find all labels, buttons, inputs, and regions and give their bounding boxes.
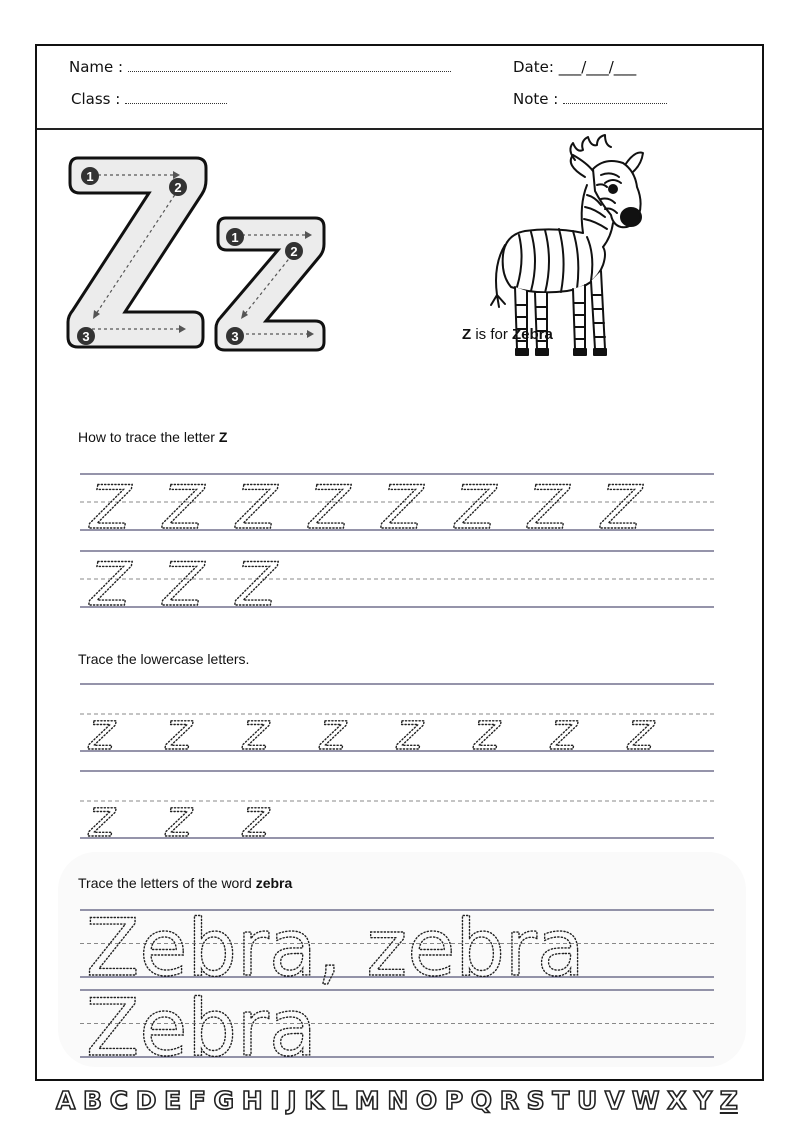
alphabet-letter-v: V	[604, 1086, 625, 1115]
trace-uppercase-z[interactable]: Z	[163, 473, 205, 543]
trace-uppercase-z[interactable]: Z	[163, 550, 205, 620]
alphabet-letter-l: L	[331, 1086, 348, 1115]
trace-lowercase-z[interactable]: z	[88, 702, 116, 762]
trace-lowercase-z[interactable]: z	[88, 789, 116, 849]
alphabet-letter-e: E	[164, 1086, 182, 1115]
alphabet-letter-t: T	[552, 1086, 570, 1115]
uppercase-instruction-letter: Z	[218, 429, 228, 445]
trace-lowercase-z[interactable]: z	[396, 702, 424, 762]
alphabet-letter-w: W	[631, 1086, 660, 1115]
trace-lowercase-z[interactable]: z	[165, 702, 193, 762]
date-blanks[interactable]: ___/___/___	[558, 58, 637, 76]
alphabet-letter-c: C	[109, 1086, 129, 1115]
word-instruction-word: zebra	[255, 875, 293, 891]
trace-uppercase-z[interactable]: Z	[455, 473, 497, 543]
caption-word: Zebra	[512, 326, 553, 343]
trace-lowercase-z[interactable]: z	[473, 702, 501, 762]
date-label: Date:	[513, 58, 554, 76]
alphabet-letter-j: J	[287, 1086, 297, 1115]
uppercase-instruction-text: How to trace the letter	[78, 429, 219, 445]
svg-text:1: 1	[86, 169, 94, 184]
word-instruction-text: Trace the letters of the word	[78, 875, 256, 891]
alphabet-letter-b: B	[83, 1086, 103, 1115]
alphabet-letter-a: A	[56, 1086, 76, 1115]
alphabet-strip	[56, 1086, 738, 1115]
alphabet-letter-s: S	[526, 1086, 545, 1115]
trace-lowercase-z[interactable]: z	[627, 702, 655, 762]
trace-word-row[interactable]: Zebra	[86, 984, 317, 1074]
alphabet-letter-g: G	[213, 1086, 235, 1115]
trace-uppercase-z[interactable]: Z	[236, 473, 278, 543]
trace-uppercase-z[interactable]: Z	[236, 550, 278, 620]
trace-lowercase-z[interactable]: z	[319, 702, 347, 762]
alphabet-letter-x: X	[667, 1086, 687, 1115]
alphabet-letter-n: N	[387, 1086, 409, 1115]
alphabet-letter-i: I	[270, 1086, 280, 1115]
svg-text:2: 2	[290, 244, 298, 259]
class-label: Class :	[71, 90, 121, 108]
trace-uppercase-z[interactable]: Z	[528, 473, 570, 543]
alphabet-letter-m: M	[354, 1086, 380, 1115]
trace-uppercase-z[interactable]: Z	[90, 473, 132, 543]
svg-text:3: 3	[82, 329, 90, 344]
trace-lowercase-z[interactable]: z	[550, 702, 578, 762]
lowercase-instruction-text: Trace the lowercase letters.	[78, 651, 250, 667]
trace-uppercase-z[interactable]: Z	[601, 473, 643, 543]
caption-letter: Z	[462, 326, 472, 343]
trace-lowercase-z[interactable]: z	[165, 789, 193, 849]
svg-text:3: 3	[231, 329, 239, 344]
alphabet-letter-u: U	[576, 1086, 598, 1115]
trace-uppercase-z[interactable]: Z	[309, 473, 351, 543]
alphabet-letter-q: Q	[470, 1086, 493, 1115]
alphabet-letter-k: K	[304, 1086, 324, 1115]
trace-lowercase-z[interactable]: z	[242, 702, 270, 762]
alphabet-letter-z: Z	[719, 1086, 738, 1115]
alphabet-letter-o: O	[415, 1086, 438, 1115]
caption-middle: is for	[471, 326, 513, 343]
trace-uppercase-z[interactable]: Z	[90, 550, 132, 620]
svg-text:1: 1	[231, 230, 239, 245]
alphabet-letter-h: H	[241, 1086, 263, 1115]
alphabet-letter-d: D	[135, 1086, 157, 1115]
trace-lowercase-z[interactable]: z	[242, 789, 270, 849]
note-label: Note :	[513, 90, 559, 108]
alphabet-letter-p: P	[444, 1086, 464, 1115]
trace-word-row[interactable]: Zebra, zebra	[86, 904, 585, 994]
alphabet-letter-f: F	[188, 1086, 206, 1115]
svg-text:2: 2	[174, 180, 182, 195]
trace-uppercase-z[interactable]: Z	[382, 473, 424, 543]
name-label: Name :	[69, 58, 124, 76]
alphabet-letter-r: R	[499, 1086, 519, 1115]
alphabet-letter-y: Y	[694, 1086, 713, 1115]
